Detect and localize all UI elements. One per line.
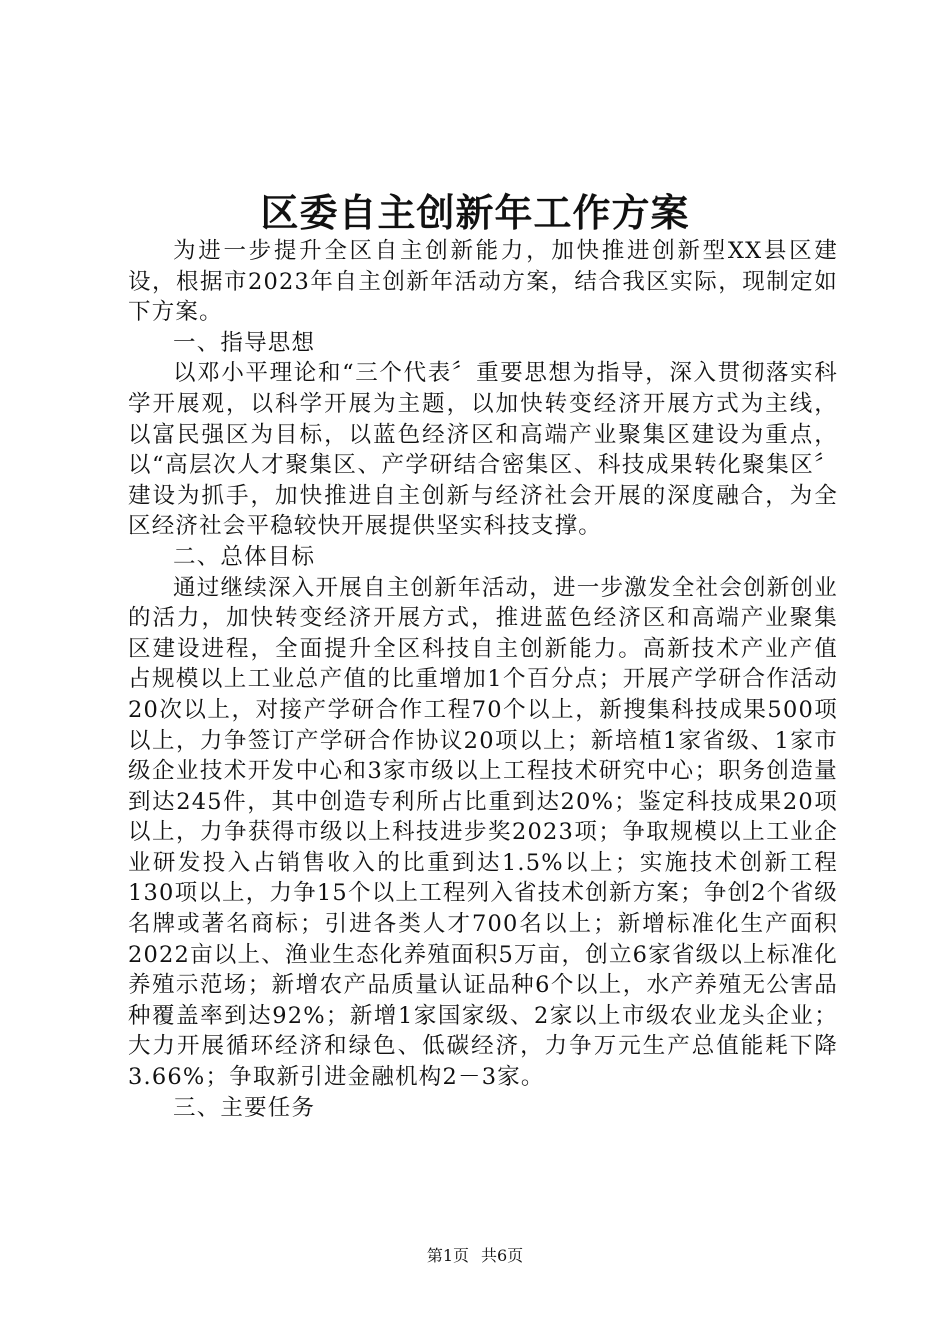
section-heading-overall-goals: 二、总体目标 — [173, 543, 316, 570]
document-body — [128, 236, 838, 1123]
page-title: 区委自主创新年工作方案 — [260, 190, 690, 235]
section-heading-guiding-ideology: 一、指导思想 — [173, 329, 316, 356]
section-heading-main-tasks: 三、主要任务 — [173, 1094, 316, 1121]
intro-paragraph: 为进一步提升全区自主创新能力，加快推进创新型XX县区建设，根据市2023年自主创新年活动方案，结合我区实际，现制定如下方案。 — [128, 238, 838, 326]
overall-goals-paragraph: 通过继续深入开展自主创新年活动，进一步激发全社会创新创业的活力，加快转变经济开展方式，推进蓝色经济区和高端产业聚集区建设进程，全面提升全区科技自主创新能力。高新技术产业产值占规模以上工业总产值的比重增加1个百分点；开展产学研合作活动20次以上，对接产学研合作工程70个以上，新搜集科技成果500项以上，力争签订产学研合作协议20项以上；新培植1家省级、1家市级企业技术开发中心和3家市级以上工程技术研究中心；职务创造量到达245件，其中创造专利所占比重到达20%；鉴定科技成果20项以上，力争获得市级以上科技进步奖2023项；争取规模以上工业企业研发投入占销售收入的比重到达1.5%以上；实施技术创新工程130项以上，力争15个以上工程列入省技术创新方案；争创2个省级名牌或著名商标；引进各类人才700名以上；新增标准化生产面积2022亩以上、渔业生态化养殖面积5万亩，创立6家省级以上标准化养殖示范场；新增农产品质量认证品种6个以上，水产养殖无公害品种覆盖率到达92%；新增1家国家级、2家以上市级农业龙头企业；大力开展循环经济和绿色、低碳经济，力争万元生产总值能耗下降3.66%；争取新引进金融机构2－3家。 — [128, 574, 838, 1091]
page-number: 第1页 — [426, 1246, 469, 1265]
page-total: 共6页 — [481, 1246, 524, 1265]
guiding-ideology-paragraph: 以邓小平理论和“三个代表〞重要思想为指导，深入贯彻落实科学开展观，以科学开展为主题，以加快转变经济开展方式为主线，以富民强区为目标，以蓝色经济区和高端产业聚集区建设为重点，以“高层次人才聚集区、产学研结合密集区、科技成果转化聚集区〞建设为抓手，加快推进自主创新与经济社会开展的深度融合，为全区经济社会平稳较快开展提供坚实科技支撑。 — [128, 360, 838, 540]
page-footer — [0, 1243, 950, 1266]
